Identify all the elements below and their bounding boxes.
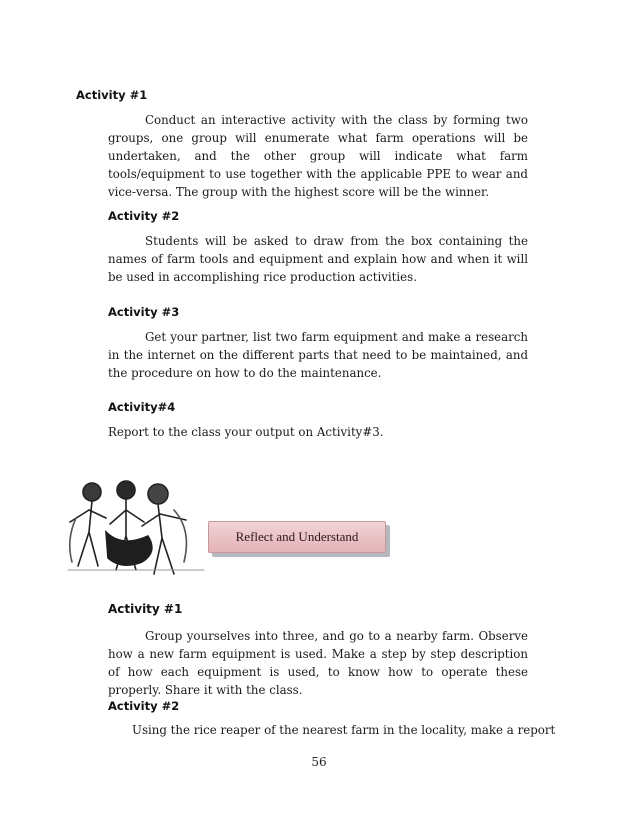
- reflect-activity-1-paragraph: [108, 627, 528, 699]
- activity-2-paragraph: [108, 232, 528, 286]
- activity-1-heading: Activity #1: [76, 88, 148, 102]
- activity-1-indent-text: Conduct an interactive activity with the class by forming two: [145, 113, 528, 127]
- activity-4-text: Report to the class your output on Activity#3.: [108, 425, 384, 439]
- activity-4-heading: Activity#4: [108, 400, 176, 414]
- activity-3-heading: Activity #3: [108, 305, 180, 319]
- page-number: 56: [311, 755, 327, 769]
- activity-2-heading: Activity #2: [108, 209, 180, 223]
- activity-1-paragraph: [108, 111, 528, 201]
- activity-2-indent-text: Students will be asked to draw from the box containing the names: [108, 234, 528, 266]
- activity-3-indent-text: Get your partner, list two farm equipment and make a research in: [108, 330, 528, 362]
- activity-3-rest-text: the internet on the different parts that need to be maintained, and the procedure on how to do the maintenance.: [108, 348, 529, 380]
- reflect-activity-2-text: Using the rice reaper of the nearest farm in the locality, make a report: [132, 723, 556, 737]
- reflect-activity-1-indent-text: Group yourselves into three, and go to a nearby farm. Observe how: [108, 629, 528, 661]
- activity-1-rest-text: groups, one group will enumerate what farm operations will be undertaken, and the other group will indicate what farm tools/equipment to use together with the applicable PPE to wear and vice-versa. The group with the highest score will be the winner.: [108, 131, 528, 199]
- reflect-activity-2-heading: Activity #2: [108, 699, 180, 713]
- activity-2-rest-text: of farm tools and equipment and explain how and when it will be used in accomplishing rice production activities.: [108, 252, 529, 284]
- people-sketch-icon: [62, 470, 212, 582]
- activity-3-paragraph: [108, 328, 528, 382]
- reflect-activity-1-heading: Activity #1: [108, 602, 183, 616]
- reflect-activity-1-rest-text: a new farm equipment is used. Make a step by step description of how each equipment is used, to know how to operate these properly. Share it with the class.: [108, 647, 528, 697]
- reflect-and-understand-banner: Reflect and Understand: [208, 521, 386, 553]
